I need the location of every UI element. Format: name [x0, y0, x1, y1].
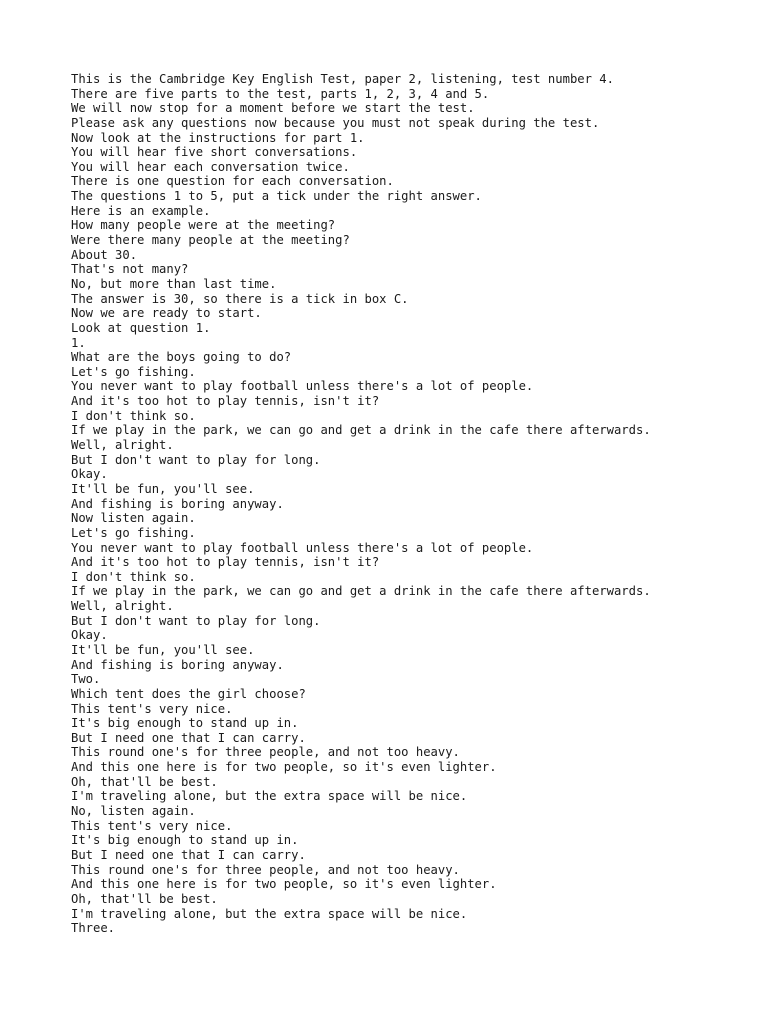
transcript-line: There is one question for each conversation. — [71, 174, 394, 189]
transcript-line: It's big enough to stand up in. — [71, 716, 299, 731]
transcript-line: But I don't want to play for long. — [71, 452, 321, 467]
transcript-line: What are the boys going to do? — [71, 350, 292, 365]
transcript-line: This tent's very nice. — [71, 701, 233, 716]
transcript-line: Let's go fishing. — [71, 364, 196, 379]
transcript-line: Well, alright. — [71, 438, 174, 453]
transcript-line: Okay. — [71, 628, 108, 643]
transcript-line: Look at question 1. — [71, 320, 211, 335]
transcript-line: About 30. — [71, 247, 138, 262]
transcript-line: Now we are ready to start. — [71, 306, 262, 321]
transcript-line: Were there many people at the meeting? — [71, 233, 350, 248]
transcript-line: No, but more than last time. — [71, 276, 277, 291]
transcript-line: And it's too hot to play tennis, isn't it? — [71, 555, 380, 570]
transcript-line: But I need one that I can carry. — [71, 730, 306, 745]
transcript-line: It'll be fun, you'll see. — [71, 481, 255, 496]
transcript-line: Okay. — [71, 467, 108, 482]
transcript-line: There are five parts to the test, parts 1, 2, 3, 4 and 5. — [71, 86, 490, 101]
transcript-line: You never want to play football unless there's a lot of people. — [71, 379, 534, 394]
transcript-line: Now listen again. — [71, 511, 196, 526]
transcript-line: Two. — [71, 672, 101, 687]
transcript-line: You will hear each conversation twice. — [71, 159, 350, 174]
transcript-line: That's not many? — [71, 262, 189, 277]
transcript-line: This is the Cambridge Key English Test, paper 2, listening, test number 4. — [71, 72, 614, 86]
transcript-line: You will hear five short conversations. — [71, 145, 358, 160]
transcript-line: Here is an example. — [71, 203, 211, 218]
transcript-line: Oh, that'll be best. — [71, 891, 218, 906]
transcript-text — [71, 72, 651, 936]
transcript-line: And it's too hot to play tennis, isn't it? — [71, 394, 380, 409]
transcript-line: I don't think so. — [71, 569, 196, 584]
transcript-line: But I don't want to play for long. — [71, 613, 321, 628]
transcript-line: Oh, that'll be best. — [71, 774, 218, 789]
transcript-line: Which tent does the girl choose? — [71, 686, 306, 701]
transcript-line: And fishing is boring anyway. — [71, 657, 284, 672]
transcript-line: I'm traveling alone, but the extra space will be nice. — [71, 789, 468, 804]
transcript-line: If we play in the park, we can go and get a drink in the cafe there afterwards. — [71, 423, 651, 438]
transcript-line: 1. — [71, 335, 86, 350]
transcript-line: Please ask any questions now because you must not speak during the test. — [71, 115, 600, 130]
transcript-line: This round one's for three people, and not too heavy. — [71, 745, 460, 760]
transcript-line: I don't think so. — [71, 408, 196, 423]
transcript-line: This tent's very nice. — [71, 818, 233, 833]
transcript-line: If we play in the park, we can go and get a drink in the cafe there afterwards. — [71, 584, 651, 599]
transcript-line: And fishing is boring anyway. — [71, 496, 284, 511]
transcript-line: The answer is 30, so there is a tick in box C. — [71, 291, 409, 306]
transcript-line: And this one here is for two people, so it's even lighter. — [71, 760, 497, 775]
transcript-line: The questions 1 to 5, put a tick under the right answer. — [71, 189, 482, 204]
transcript-line: It's big enough to stand up in. — [71, 833, 299, 848]
transcript-line: Three. — [71, 921, 116, 936]
transcript-line: We will now stop for a moment before we start the test. — [71, 101, 475, 116]
transcript-line: How many people were at the meeting? — [71, 218, 336, 233]
transcript-line: Now look at the instructions for part 1. — [71, 130, 365, 145]
transcript-line: But I need one that I can carry. — [71, 847, 306, 862]
transcript-line: You never want to play football unless there's a lot of people. — [71, 540, 534, 555]
transcript-line: It'll be fun, you'll see. — [71, 642, 255, 657]
transcript-line: This round one's for three people, and not too heavy. — [71, 862, 460, 877]
transcript-line: No, listen again. — [71, 804, 196, 819]
transcript-line: Well, alright. — [71, 599, 174, 614]
transcript-line: And this one here is for two people, so it's even lighter. — [71, 877, 497, 892]
transcript-line: I'm traveling alone, but the extra space will be nice. — [71, 906, 468, 921]
transcript-line: Let's go fishing. — [71, 525, 196, 540]
